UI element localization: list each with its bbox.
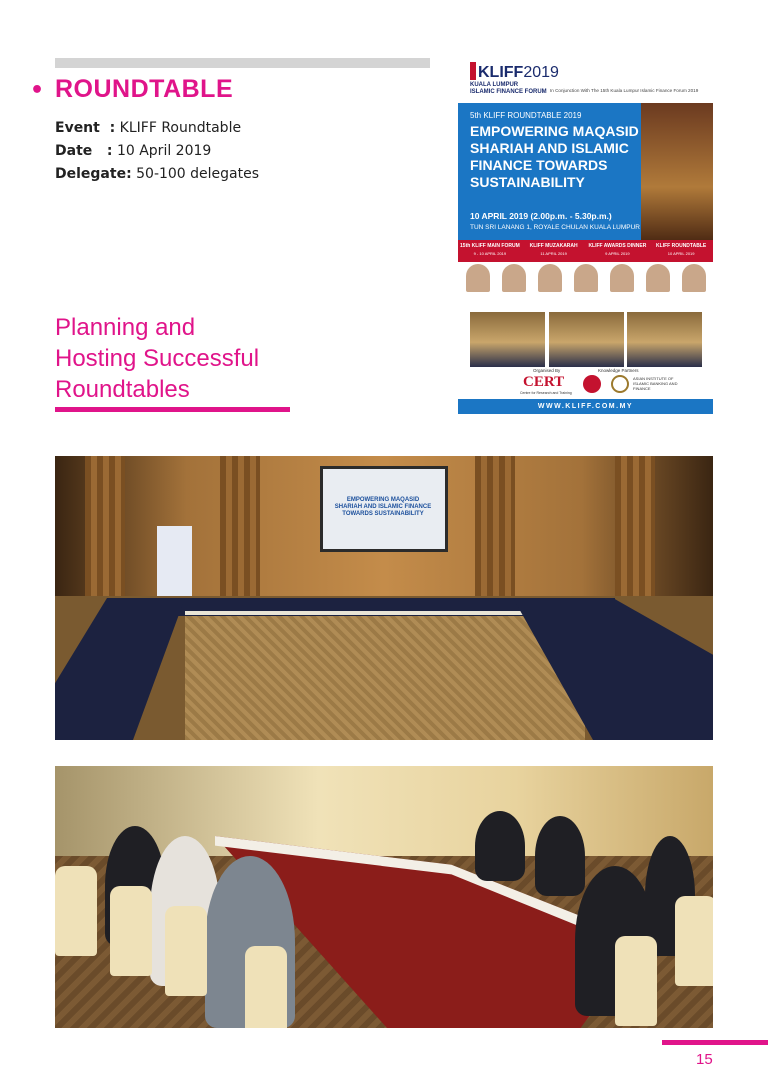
top-divider-bar <box>55 58 430 68</box>
curtain <box>615 456 655 596</box>
chair <box>675 896 713 986</box>
roundtable-photo-1 <box>55 456 713 740</box>
chair <box>110 886 152 976</box>
event-poster <box>458 58 713 414</box>
roundtable-photo-2 <box>55 766 713 1028</box>
delegate-value: 50-100 delegates <box>136 166 260 182</box>
poster-photos <box>470 312 702 367</box>
cert-logo: CERT <box>523 374 565 390</box>
date-value: 10 April 2019 <box>116 143 212 159</box>
subheading-line1: Planning and <box>55 314 196 341</box>
kliff-logo: KLIFF2019 <box>470 62 559 82</box>
speaker-portrait <box>466 264 490 292</box>
event-row: Event : KLIFF Roundtable <box>55 120 242 136</box>
logo-tower-icon <box>470 62 476 80</box>
subheading <box>55 312 259 405</box>
event-details <box>55 117 259 186</box>
subheading-underline <box>55 407 290 412</box>
poster-room-image <box>641 103 713 243</box>
organised-by-label: Organised By <box>533 368 561 373</box>
logo-subtitle: KUALA LUMPUR ISLAMIC FINANCE FORUM <box>470 82 547 95</box>
delegate <box>535 816 585 896</box>
section-bullet: • <box>30 78 45 103</box>
screen-text: EMPOWERING MAQASID SHARIAH AND ISLAMIC FINANCE TOWARDS SUSTAINABILITY <box>334 497 432 517</box>
chair <box>245 946 287 1028</box>
poster-event: KLIFF AWARDS DINNER 9 APRIL 2019 <box>588 243 647 256</box>
event-label: Event <box>55 120 100 136</box>
speaker-portrait <box>682 264 706 292</box>
partner-logo-icon <box>583 375 601 393</box>
page-number-bar <box>662 1040 768 1045</box>
poster-event: 15th KLIFF MAIN FORUM 9 - 10 APRIL 2019 <box>460 243 520 256</box>
speaker-portrait <box>502 264 526 292</box>
poster-photo <box>627 312 702 367</box>
poster-event: KLIFF MUZAKARAH 11 APRIL 2019 <box>529 243 578 256</box>
poster-edition: 5th KLIFF ROUNDTABLE 2019 <box>470 111 582 120</box>
curtain <box>220 456 260 596</box>
section-heading: ROUNDTABLE <box>55 75 234 103</box>
event-value: KLIFF Roundtable <box>119 120 242 136</box>
page-number: 15 <box>696 1051 713 1068</box>
subheading-line2: Hosting Successful <box>55 345 260 372</box>
cert-subtitle: Centre for Research and Training <box>520 391 572 395</box>
date-row: Date : 10 April 2019 <box>55 143 212 159</box>
partner-seal-icon <box>611 375 629 393</box>
poster-date: 10 APRIL 2019 (2.00p.m. - 5.30p.m.) <box>470 211 612 221</box>
poster-events-bar <box>458 240 713 262</box>
delegate <box>475 811 525 881</box>
chair <box>165 906 207 996</box>
poster-speakers <box>466 264 706 304</box>
poster-photo <box>549 312 624 367</box>
projection-screen <box>320 466 448 552</box>
carpet <box>185 616 585 740</box>
subheading-line3: Roundtables <box>55 376 190 403</box>
partner2-name: ASIAN INSTITUTE OF ISLAMIC BANKING AND FINANCE <box>633 376 678 391</box>
speaker-portrait <box>574 264 598 292</box>
chair <box>615 936 657 1026</box>
poster-url: WWW.KLIFF.COM.MY <box>458 399 713 414</box>
poster-hero <box>458 103 713 243</box>
poster-title: EMPOWERING MAQASID SHARIAH AND ISLAMIC FINANCE TOWARDS SUSTAINABILITY <box>470 123 639 190</box>
poster-conjunction: In Conjunction With The 15th Kuala Lumpur Islamic Finance Forum 2019 <box>550 88 699 93</box>
delegate-label: Delegate: <box>55 166 132 182</box>
poster-venue: TUN SRI LANANG 1, ROYALE CHULAN KUALA LUMPUR <box>470 224 641 231</box>
date-label: Date <box>55 143 93 159</box>
standing-banner <box>157 526 192 606</box>
knowledge-partners-label: Knowledge Partners <box>598 368 639 373</box>
poster-organisers <box>458 368 713 398</box>
speaker-portrait <box>646 264 670 292</box>
chair <box>55 866 97 956</box>
curtain <box>85 456 125 596</box>
poster-event: KLIFF ROUNDTABLE 10 APRIL 2019 <box>656 243 707 256</box>
poster-photo <box>470 312 545 367</box>
curtain <box>475 456 515 596</box>
delegate-row <box>55 163 259 186</box>
speaker-portrait <box>538 264 562 292</box>
speaker-portrait <box>610 264 634 292</box>
